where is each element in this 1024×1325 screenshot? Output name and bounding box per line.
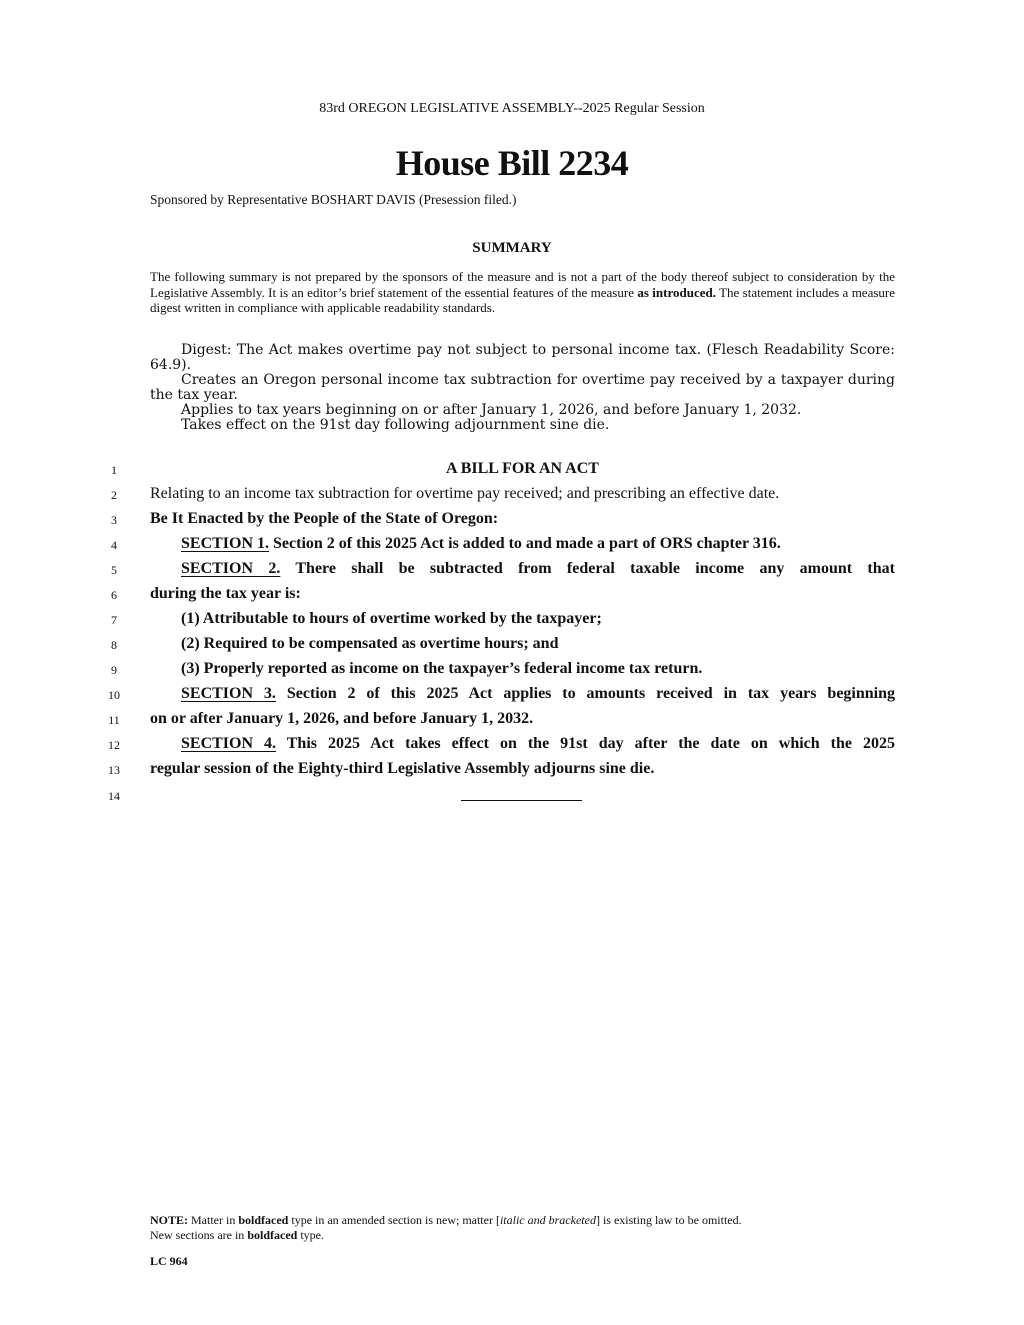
sponsor-line: Sponsored by Representative BOSHART DAVIS (Presession filed.)	[150, 192, 517, 207]
note-bold: boldfaced	[247, 1228, 298, 1242]
section-text: There shall be subtracted from federal taxable income any amount that	[280, 560, 895, 577]
bill-title: House Bill 2234	[395, 143, 629, 183]
enacting-clause: Be It Enacted by the People of the State of Oregon:	[150, 510, 499, 527]
relating-clause: Relating to an income tax subtraction for overtime pay received; and prescribing an effective date.	[150, 485, 780, 502]
end-rule	[461, 800, 582, 801]
note-line-1	[150, 1213, 895, 1228]
act-heading: A BILL FOR AN ACT	[446, 460, 599, 477]
line-number: 12	[108, 738, 120, 752]
summary-text	[150, 269, 895, 316]
note-line-2	[150, 1228, 895, 1243]
section-text-continued: regular session of the Eighty-third Legislative Assembly adjourns sine die.	[150, 760, 655, 777]
line-number: 14	[108, 789, 120, 803]
section-2	[150, 560, 895, 578]
section-text: This 2025 Act takes effect on the 91st day after the date on which the 2025	[276, 735, 895, 752]
summary-text-part1: The following summary is not prepared by the sponsors of the measure and is not a part of the body thereof subject to consideration by the Legislative Assembly. It is an editor’s brief statement of the essential features of the measure	[150, 269, 895, 300]
digest-paragraph: Takes effect on the 91st day following adjournment sine die.	[181, 417, 610, 433]
lc-number: LC 964	[150, 1254, 188, 1268]
summary-text-bold: as introduced.	[637, 284, 716, 300]
line-number: 1	[111, 463, 117, 477]
line-number: 3	[111, 513, 117, 527]
note-text: Matter in	[188, 1213, 239, 1227]
line-number: 11	[108, 713, 120, 727]
footer-note	[150, 1213, 895, 1243]
section-label: SECTION 1.	[181, 535, 270, 552]
summary-heading: SUMMARY	[472, 240, 552, 256]
section-text-continued: on or after January 1, 2026, and before January 1, 2032.	[150, 710, 534, 727]
note-italic: italic and bracketed	[499, 1213, 596, 1227]
line-number: 2	[111, 488, 117, 502]
line-number: 9	[111, 663, 117, 677]
line-number: 5	[111, 563, 117, 577]
digest-paragraph: Creates an Oregon personal income tax subtraction for overtime pay received by a taxpayer during the tax year.	[150, 372, 895, 403]
line-number: 13	[108, 763, 120, 777]
section-label: SECTION 4.	[181, 735, 277, 752]
line-number: 8	[111, 638, 117, 652]
section-2-item: (1) Attributable to hours of overtime worked by the taxpayer;	[181, 610, 602, 627]
section-text: Section 2 of this 2025 Act applies to amounts received in tax years beginning	[275, 685, 895, 702]
digest-paragraph: Digest: The Act makes overtime pay not subject to personal income tax. (Flesch Readability Score: 64.9).	[150, 342, 895, 373]
note-text: type in an amended section is new; matter [	[288, 1213, 500, 1227]
note-text: New sections are in	[150, 1228, 248, 1242]
digest-paragraph: Applies to tax years beginning on or after January 1, 2026, and before January 1, 2032.	[181, 402, 802, 418]
summary-text-part2: The statement includes a measure digest written in compliance with applicable readability standards.	[150, 284, 896, 315]
section-label: SECTION 2.	[181, 560, 281, 577]
section-4	[150, 735, 895, 753]
section-1	[150, 535, 895, 553]
section-2-item: (3) Properly reported as income on the taxpayer’s federal income tax return.	[181, 660, 703, 677]
session-header: 83rd OREGON LEGISLATIVE ASSEMBLY--2025 Regular Session	[319, 101, 705, 116]
digest	[150, 343, 895, 433]
section-text-continued: during the tax year is:	[150, 585, 301, 602]
note-label: NOTE:	[150, 1213, 189, 1227]
note-bold: boldfaced	[238, 1213, 289, 1227]
line-number: 4	[111, 538, 117, 552]
section-label: SECTION 3.	[181, 685, 276, 702]
section-2-item: (2) Required to be compensated as overtime hours; and	[181, 635, 559, 652]
line-number: 6	[111, 588, 117, 602]
note-text: ] is existing law to be omitted.	[595, 1213, 742, 1227]
line-number: 7	[111, 613, 117, 627]
note-text: type.	[297, 1228, 324, 1242]
section-3	[150, 685, 895, 703]
section-text: Section 2 of this 2025 Act is added to and made a part of ORS chapter 316.	[269, 535, 781, 552]
line-number: 10	[108, 688, 120, 702]
